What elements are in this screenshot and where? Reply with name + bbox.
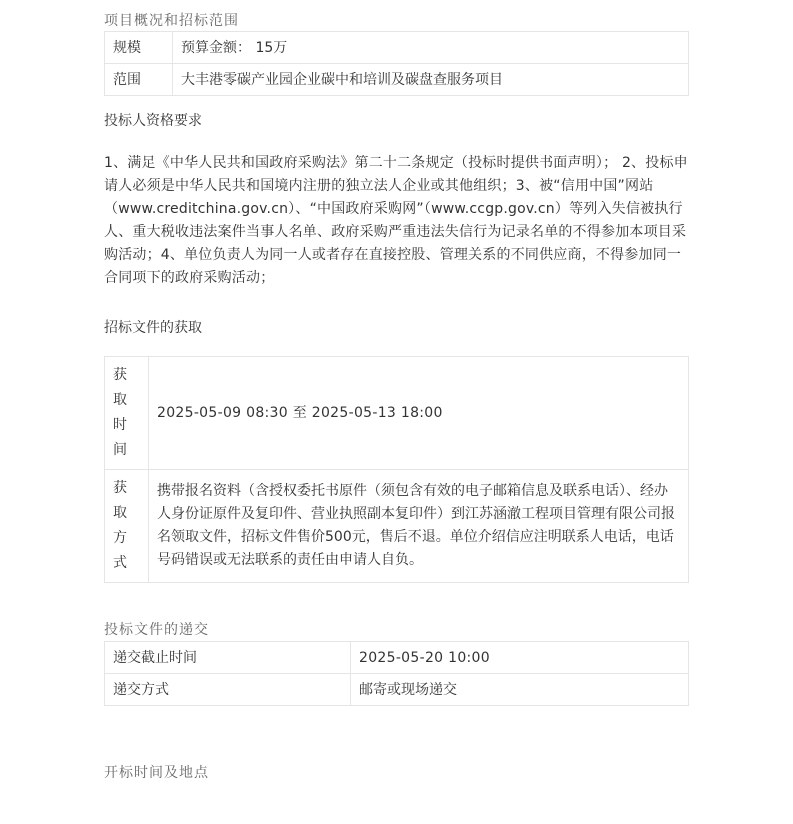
row-value-acquisition-time: 2025-05-09 08:30 至 2025-05-13 18:00 bbox=[149, 357, 689, 470]
section-heading-project-overview: 项目概况和招标范围 bbox=[104, 13, 239, 29]
table-row bbox=[105, 32, 689, 64]
row-label-submission-deadline: 递交截止时间 bbox=[105, 642, 351, 674]
project-overview-table bbox=[104, 31, 689, 96]
section-heading-document-acquisition: 招标文件的获取 bbox=[104, 320, 202, 336]
table-row bbox=[105, 674, 689, 706]
section-heading-bid-submission: 投标文件的递交 bbox=[104, 622, 209, 638]
row-value-submission-deadline: 2025-05-20 10:00 bbox=[351, 642, 689, 674]
bidder-qualifications-text: 1、满足《中华人民共和国政府采购法》第二十二条规定（投标时提供书面声明）； 2、投标申请人必须是中华人民共和国境内注册的独立法人企业或其他组织；3、被“信用中国”网站（www.creditchina.gov.cn）、“中国政府采购网”（www.ccgp.gov.cn）等列入失信被执行人、重大税收违法案件当事人名单、政府采购严重违法失信行为记录名单的不得参加本项目采购活动；4、单位负责人为同一人或者存在直接控股、管理关系的不同供应商，不得参加同一合同项下的政府采购活动； bbox=[104, 155, 688, 286]
section-heading-bid-opening: 开标时间及地点 bbox=[104, 765, 209, 781]
row-value-scope: 大丰港零碳产业园企业碳中和培训及碳盘查服务项目 bbox=[173, 64, 689, 96]
table-row bbox=[105, 470, 689, 583]
table-row bbox=[105, 64, 689, 96]
table-row bbox=[105, 357, 689, 470]
row-value-acquisition-method: 携带报名资料（含授权委托书原件（须包含有效的电子邮箱信息及联系电话）、经办人身份证原件及复印件、营业执照副本复印件）到江苏涵澈工程项目管理有限公司报名领取文件，招标文件售价500元，售后不退。单位介绍信应注明联系人电话，电话号码错误或无法联系的责任由申请人自负。 bbox=[149, 470, 689, 583]
document-acquisition-table bbox=[104, 356, 689, 583]
row-label-acquisition-method: 获 取 方 式 bbox=[105, 470, 149, 583]
bid-submission-table bbox=[104, 641, 689, 706]
row-value-budget: 预算金额： 15万 bbox=[173, 32, 689, 64]
row-label-scope: 范围 bbox=[105, 64, 173, 96]
row-label-scale: 规模 bbox=[105, 32, 173, 64]
section-heading-bidder-qualifications: 投标人资格要求 bbox=[104, 113, 202, 129]
table-row bbox=[105, 642, 689, 674]
row-label-submission-method: 递交方式 bbox=[105, 674, 351, 706]
row-value-submission-method: 邮寄或现场递交 bbox=[351, 674, 689, 706]
row-label-acquisition-time: 获 取 时 间 bbox=[105, 357, 149, 470]
